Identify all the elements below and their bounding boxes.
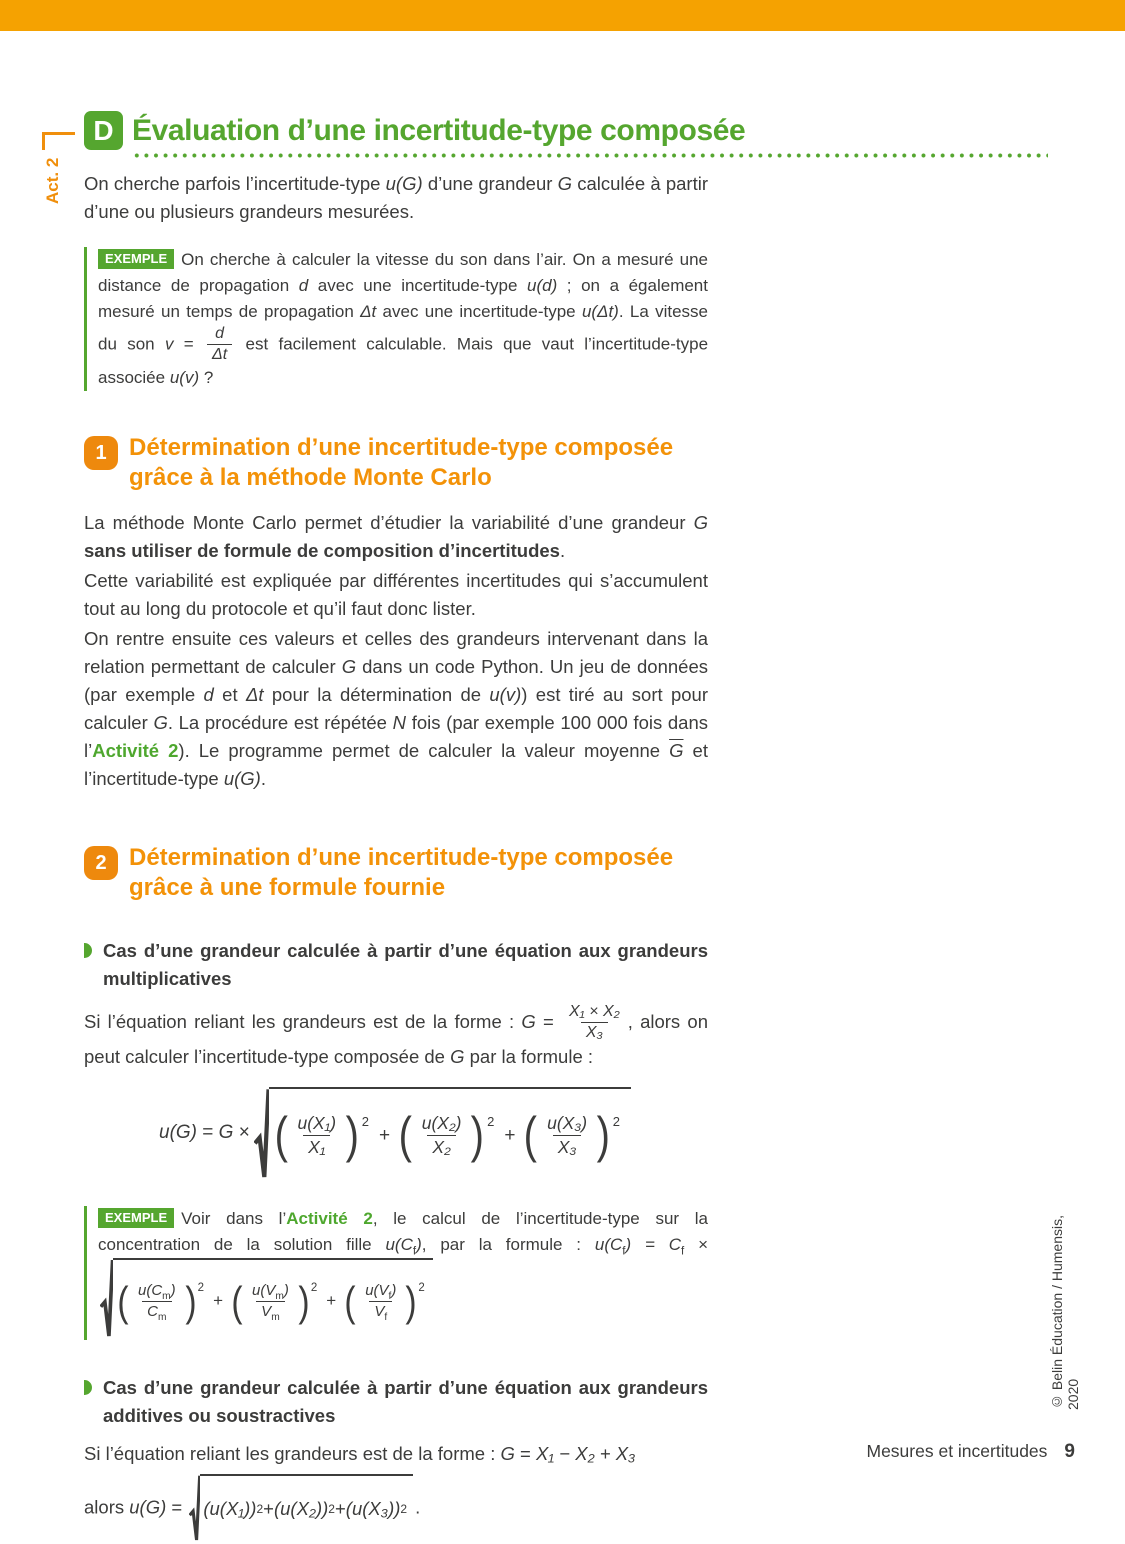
title-line: grâce à la méthode Monte Carlo <box>129 463 492 491</box>
math-var: ) = C <box>625 1235 682 1255</box>
exponent: 2 <box>487 1114 495 1130</box>
text-segment: et <box>213 683 246 705</box>
title-line: Détermination d’une incertitude-type composée <box>129 433 674 461</box>
text-segment: On cherche parfois l’incertitude-type <box>84 173 386 194</box>
activity-tag <box>42 132 75 204</box>
math-op: = <box>197 1122 219 1144</box>
math-var: u(C <box>138 1281 163 1299</box>
text-segment: et l’incertitude-type <box>84 739 708 789</box>
text-segment: ; on a également mesuré un temps de propagation <box>98 276 708 321</box>
fraction <box>542 1113 592 1158</box>
text-segment: ? <box>199 367 214 387</box>
fraction-numerator <box>360 1282 401 1301</box>
fraction-denominator <box>142 1301 171 1321</box>
paragraph <box>84 509 708 565</box>
math-var: d <box>298 276 309 295</box>
math-var: ) <box>283 1281 289 1299</box>
section-2-header <box>84 843 708 903</box>
section-letter-badge: D <box>84 111 123 150</box>
fraction-numerator: u(X₃) <box>547 1113 588 1134</box>
formula-lhs <box>159 1119 250 1147</box>
math-var: u(C <box>594 1235 623 1255</box>
text-segment: fois (par exemple 100 000 fois dans l’ <box>84 711 709 761</box>
math-var: u(V <box>252 1281 276 1299</box>
paren-open: ( <box>344 1277 356 1325</box>
math-op: = <box>514 1442 536 1464</box>
section-1-number-badge: 1 <box>84 436 118 470</box>
subscript: m <box>275 1290 284 1302</box>
square-root <box>254 1087 631 1181</box>
math-var: u(G) <box>159 1122 197 1144</box>
radical-icon <box>189 1474 200 1543</box>
fraction-denominator <box>256 1301 285 1321</box>
equation-line <box>84 1474 708 1543</box>
formula-term <box>522 1107 623 1164</box>
page-footer <box>867 1441 1076 1463</box>
equation-intro-paragraph <box>84 1003 708 1071</box>
subscript: f <box>412 1245 417 1258</box>
exponent: 2 <box>612 1114 620 1130</box>
fraction-denominator: X₃ <box>553 1135 582 1158</box>
text-segment: avec une incertitude-type <box>376 302 582 321</box>
text-segment: est facilement calculable. Mais que vaut l’incertitude-type associée <box>98 334 709 387</box>
subheading-text: Cas d’une grandeur calculée à partir d’une équation aux grandeurs additives ou soustractives <box>103 1376 708 1426</box>
footer-chapter-label: Mesures et incertitudes <box>866 1441 1048 1461</box>
subscript: m <box>158 1311 167 1323</box>
text-segment: , alors on peut calculer l’incertitude-type composée de <box>84 1010 708 1067</box>
text-segment: . La procédure est répétée <box>167 711 393 733</box>
section-1-title <box>129 433 673 493</box>
title-line: Détermination d’une incertitude-type composée <box>129 843 674 871</box>
paren-close: ) <box>405 1277 417 1325</box>
fraction <box>247 1282 294 1321</box>
subheading-multiplicative <box>84 937 708 993</box>
exponent: 2 <box>197 1281 205 1294</box>
text-segment: par la formule : <box>464 1045 594 1067</box>
math-var: u(Δt) <box>581 302 619 321</box>
square-root <box>189 1474 413 1543</box>
bullet-icon <box>84 1380 92 1395</box>
formula-term <box>343 1277 427 1325</box>
equation-line <box>84 1440 708 1468</box>
bold-text: sans utiliser de formule de composition d’incertitudes <box>84 539 560 561</box>
activity-tag-label: Act. 2 <box>43 157 62 204</box>
formula-term <box>273 1107 372 1164</box>
math-var: N <box>392 711 407 733</box>
text-segment: . <box>260 767 266 789</box>
text-segment: , le calcul de l’incertitude-type sur la concentration de la solution fille <box>98 1209 708 1255</box>
math-var: G <box>218 1122 234 1144</box>
math-op: = <box>166 1495 188 1517</box>
math-var-mean: $\overline{G}$ <box>669 739 684 761</box>
math-var: u(G) <box>223 767 261 789</box>
math-var: Δt <box>360 302 377 321</box>
text-segment: , par la formule : <box>421 1235 595 1255</box>
math-var: G <box>693 511 708 533</box>
paren-open: ( <box>231 1277 243 1325</box>
fraction-numerator: u(X₁) <box>297 1113 337 1134</box>
fraction-numerator: u(X₂) <box>421 1113 462 1134</box>
text-segment: ) est tiré au sort pour calculer <box>84 683 709 733</box>
math-var: ) <box>416 1235 422 1255</box>
paragraph <box>84 625 708 793</box>
example-label: EXEMPLE <box>98 249 174 269</box>
fraction-numerator: d <box>215 325 225 342</box>
subheading-text: Cas d’une grandeur calculée à partir d’une équation aux grandeurs multiplicatives <box>103 939 708 989</box>
math-var: G <box>450 1045 465 1067</box>
subscript: m <box>271 1311 280 1323</box>
formula-term <box>230 1277 319 1325</box>
math-var: G <box>521 1010 536 1032</box>
text-segment: Si l’équation reliant les grandeurs est de la forme : <box>84 1010 522 1032</box>
plus-operator: + <box>326 1291 337 1311</box>
example-block-1 <box>84 247 708 391</box>
square-root <box>100 1258 433 1339</box>
activity-link: Activité 2 <box>92 739 179 761</box>
dotted-separator <box>132 152 1048 159</box>
text-segment: . La vitesse du son <box>98 302 708 354</box>
page-header-row <box>84 111 1048 150</box>
example-block-2 <box>84 1206 708 1339</box>
plus-operator: + <box>213 1291 224 1311</box>
paren-close: ) <box>185 1277 197 1325</box>
radicand: (u(X₁)) 2 + (u(X₂)) 2 + (u(X₃)) 2 <box>200 1474 413 1543</box>
fraction-numerator <box>247 1282 294 1301</box>
fraction-denominator: Δt <box>207 344 232 364</box>
text-segment: Voir dans l’ <box>181 1209 287 1229</box>
subscript: f <box>384 1311 388 1323</box>
plus-operator: + <box>334 1498 346 1520</box>
radicand <box>269 1087 631 1181</box>
text-segment: Si l’équation reliant les grandeurs est de la forme : <box>84 1442 501 1464</box>
math-op: × <box>684 1235 708 1255</box>
math-var: u(d) <box>527 276 558 295</box>
bullet-icon <box>84 943 92 958</box>
top-accent-bar <box>0 0 1125 31</box>
plus-operator: + <box>504 1124 516 1146</box>
text-segment: calculée à partir d’une ou plusieurs grandeurs mesurées. <box>84 173 708 222</box>
activity-link: Activité 2 <box>286 1209 373 1229</box>
text-segment: La méthode Monte Carlo permet d’étudier la variabilité d’une grandeur <box>84 511 694 533</box>
fraction-denominator: X₂ <box>427 1135 455 1158</box>
fraction-denominator <box>369 1301 392 1321</box>
math-var: ) <box>391 1281 397 1299</box>
example-label: EXEMPLE <box>98 1208 174 1228</box>
text-segment: ). Le programme permet de calculer la valeur moyenne <box>178 739 670 761</box>
fraction-denominator: X₁ <box>303 1135 330 1158</box>
math-var: u(C <box>385 1235 413 1255</box>
paren-close: ) <box>596 1107 611 1164</box>
math-var: G <box>500 1442 515 1464</box>
text-segment: dans un code Python. Un jeu de données (par exemple <box>84 655 709 705</box>
subscript: f <box>388 1290 392 1302</box>
math-var: u(G) <box>129 1495 167 1517</box>
fraction-numerator: X₁ × X₂ <box>568 1002 620 1020</box>
math-var: V <box>261 1302 272 1320</box>
fraction <box>133 1282 181 1321</box>
fraction <box>417 1113 467 1158</box>
math-var: G <box>153 711 168 733</box>
math-var: u(V <box>365 1281 389 1299</box>
page-header <box>84 111 1048 159</box>
paragraph: Cette variabilité est expliquée par différentes incertitudes qui s’accumulent tout au long du protocole et qu’il faut donc lister. <box>84 569 708 619</box>
math-var: G <box>557 173 573 194</box>
section-2-number-badge: 2 <box>84 846 118 880</box>
text-segment: . <box>415 1495 421 1517</box>
radical-icon <box>100 1258 113 1339</box>
paren-open: ( <box>274 1107 288 1164</box>
activity-tag-bracket <box>42 132 75 150</box>
page-title: Évaluation d’une incertitude-type composée <box>132 113 746 147</box>
section-2-title <box>129 843 673 903</box>
exponent: 2 <box>418 1281 425 1294</box>
text-segment: alors <box>84 1495 130 1517</box>
math-op: × <box>233 1122 250 1144</box>
text-segment: On cherche à calculer la vitesse du son dans l’air. On a mesuré une distance de propagation <box>98 250 708 295</box>
subscript: f <box>622 1245 626 1258</box>
paren-close: ) <box>298 1277 310 1325</box>
radical-icon <box>254 1087 269 1181</box>
radicand <box>113 1258 433 1339</box>
plus-operator: + <box>263 1498 274 1520</box>
exponent: 2 <box>310 1281 318 1294</box>
math-var: V <box>374 1302 385 1320</box>
plus-operator: + <box>378 1124 391 1146</box>
paren-open: ( <box>398 1107 413 1164</box>
paren-open: ( <box>117 1277 129 1325</box>
formula-term <box>116 1277 206 1325</box>
subheading-additive <box>84 1374 708 1430</box>
math-var: u(v) <box>169 367 200 387</box>
math-var: C <box>147 1302 158 1320</box>
text-segment: = <box>535 1010 561 1032</box>
main-content <box>84 170 708 1544</box>
fraction-numerator <box>133 1282 181 1301</box>
math-var: (u(X₂)) <box>273 1498 329 1520</box>
text-segment: On rentre ensuite ces valeurs et celles des grandeurs intervenant dans la relation permettant de calculer <box>84 627 708 677</box>
subscript: m <box>162 1290 171 1302</box>
text-segment: avec une incertitude-type <box>308 276 527 295</box>
paren-open: ( <box>524 1107 538 1164</box>
text-segment: pour la détermination de <box>263 683 490 705</box>
formula-term <box>397 1107 497 1164</box>
math-var: u(G) <box>385 173 423 194</box>
math-var: d <box>203 683 214 705</box>
exponent: 2 <box>361 1114 369 1130</box>
text-segment: d’une grandeur <box>422 173 558 194</box>
title-line: grâce à une formule fournie <box>129 873 446 901</box>
page-number: 9 <box>1064 1441 1075 1462</box>
copyright-vertical: © Belin Éducation / Humensis, 2020 <box>1049 1215 1081 1410</box>
math-var: u(v) <box>489 683 522 705</box>
math-var: ) <box>170 1281 176 1299</box>
fraction <box>360 1282 401 1321</box>
subscript: f <box>681 1245 685 1258</box>
paren-close: ) <box>345 1107 360 1164</box>
text-segment: = <box>173 334 205 354</box>
math-var: G <box>341 655 357 677</box>
math-var: (u(X₃)) <box>345 1498 401 1520</box>
math-var: (u(X₁)) <box>203 1498 257 1520</box>
section-1-header <box>84 433 708 493</box>
fraction <box>207 325 232 365</box>
math-var: X₁ − X₂ + X₃ <box>535 1442 636 1464</box>
paren-close: ) <box>471 1107 485 1164</box>
text-segment: . <box>559 539 566 561</box>
fraction-denominator: X₃ <box>581 1022 608 1042</box>
intro-paragraph <box>84 170 708 226</box>
formula-multiplicative <box>84 1087 708 1181</box>
math-var: v <box>164 334 174 354</box>
fraction <box>564 1003 625 1043</box>
fraction <box>292 1113 341 1158</box>
math-var: Δt <box>245 683 264 705</box>
